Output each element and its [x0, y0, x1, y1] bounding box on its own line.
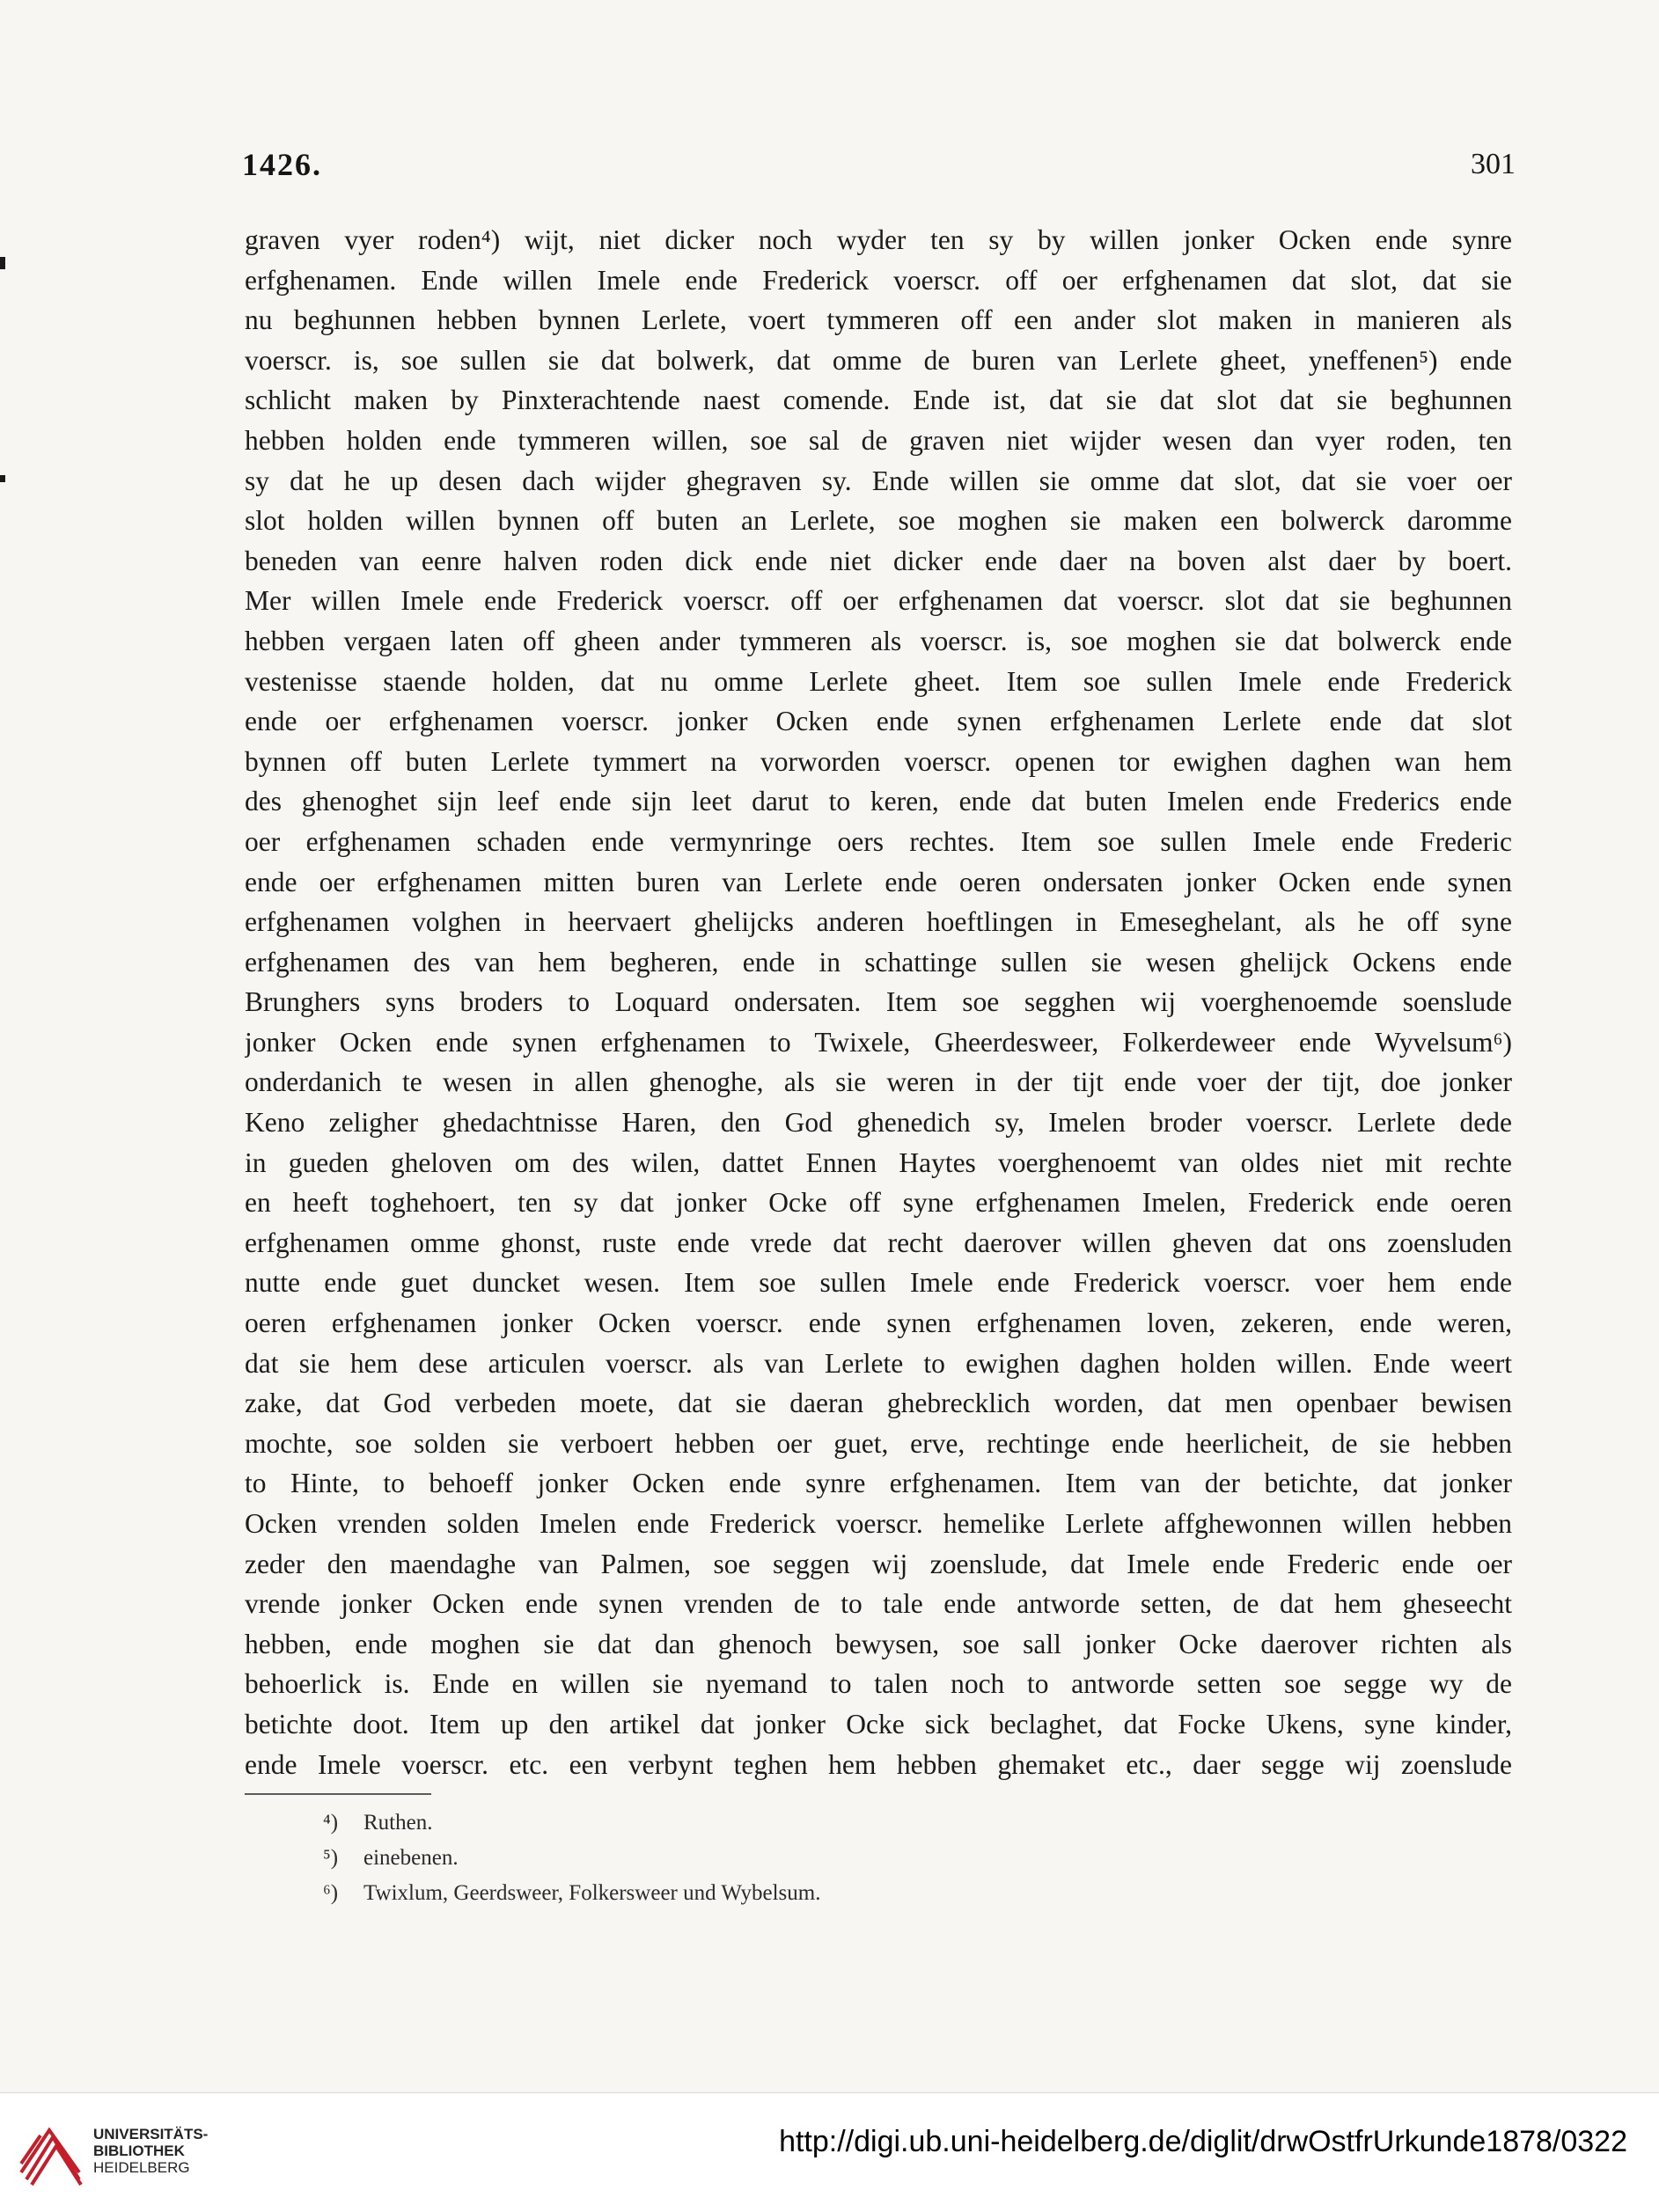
- footnotes: [323, 1805, 820, 1911]
- text-line: erfghenamen omme ghonst, ruste ende vrede dat recht daerover willen gheven dat ons zoensluden: [245, 1227, 1512, 1258]
- footnote-marker: ⁵): [323, 1846, 339, 1870]
- text-line: zeder den maendaghe van Palmen, soe seggen wij zoenslude, dat Imele ende Frederic ende oer: [245, 1548, 1512, 1579]
- footnote-text: Twixlum, Geerdsweer, Folkersweer und Wybelsum.: [363, 1881, 821, 1905]
- text-line: Brunghers syns broders to Loquard ondersaten. Item soe segghen wij voerghenoemde soenslude: [245, 986, 1512, 1018]
- text-line: onderdanich te wesen in allen ghenoghe, als sie weren in der tijt ende voer der tijt, doe jonker: [245, 1066, 1512, 1098]
- text-line: hebben vergaen laten off gheen ander tymmeren als voerscr. is, soe moghen sie dat bolwerck ende: [245, 625, 1512, 656]
- book-stack-logo-icon: [14, 2111, 86, 2188]
- text-line: ende Imele voerscr. etc. een verbynt teghen hem hebben ghemaket etc., daer segge wij zoenslude: [245, 1748, 1512, 1780]
- text-line: en heeft toghehoert, ten sy dat jonker Ocke off syne erfghenamen Imelen, Frederick ende oeren: [245, 1187, 1512, 1219]
- text-line: des ghenoghet sijn leef ende sijn leet darut to keren, ende dat buten Imelen ende Frederics ende: [245, 786, 1512, 817]
- text-line: zake, dat God verbeden moete, dat sie daeran ghebrecklich worden, dat men openbaer bewisen: [245, 1388, 1512, 1419]
- text-line: beneden van eenre halven roden dick ende niet dicker ende daer na boven alst daer by boert.: [245, 545, 1512, 576]
- page-number: 301: [1471, 148, 1516, 180]
- footnote-marker: ⁶): [323, 1881, 339, 1905]
- text-line: graven vyer roden⁴) wijt, niet dicker noch wyder ten sy by willen jonker Ocken ende synre: [245, 224, 1512, 255]
- text-line: nutte ende guet duncket wesen. Item soe sullen Imele ende Frederick voerscr. voer hem ende: [245, 1267, 1512, 1299]
- footnote: [323, 1805, 820, 1841]
- text-line: voerscr. is, soe sullen sie dat bolwerk, dat omme de buren van Lerlete gheet, yneffenen⁵) ende: [245, 344, 1512, 376]
- text-line: betichte doot. Item up den artikel dat jonker Ocke sick beclaghet, dat Focke Ukens, syne kinder,: [245, 1708, 1512, 1740]
- text-line: erfghenamen des van hem begheren, ende in schattinge sullen sie wesen ghelijck Ockens ende: [245, 946, 1512, 978]
- body-text: [245, 220, 1512, 1784]
- text-line: Mer willen Imele ende Frederick voerscr. off oer erfghenamen dat voerscr. slot dat sie beghunnen: [245, 585, 1512, 617]
- text-line: mochte, soe solden sie verboert hebben oer guet, erve, rechtinge ende heerlicheit, de sie hebben: [245, 1427, 1512, 1459]
- text-line: bynnen off buten Lerlete tymmert na vorworden voerscr. openen tor ewighen daghen wan hem: [245, 745, 1512, 777]
- library-name-line: BIBLIOTHEK: [93, 2142, 185, 2159]
- library-logo-text: [93, 2126, 208, 2176]
- footnote-text: einebenen.: [363, 1846, 459, 1870]
- text-line: vrende jonker Ocken ende synen vrenden de to tale ende antworde setten, de dat hem gheseecht: [245, 1588, 1512, 1620]
- permalink-url[interactable]: http://digi.ub.uni-heidelberg.de/diglit/drwOstfrUrkunde1878/0322: [779, 2125, 1627, 2158]
- text-line: in gueden gheloven om des wilen, dattet Ennen Haytes voerghenoemt van oldes niet mit rechte: [245, 1146, 1512, 1178]
- text-line: dat sie hem dese articulen voerscr. als van Lerlete to ewighen daghen holden willen. Ende weert: [245, 1347, 1512, 1379]
- text-line: oer erfghenamen schaden ende vermynringe oers rechtes. Item soe sullen Imele ende Frederic: [245, 825, 1512, 857]
- text-line: schlicht maken by Pinxterachtende naest comende. Ende ist, dat sie dat slot dat sie beghunnen: [245, 385, 1512, 416]
- text-line: erfghenamen. Ende willen Imele ende Frederick voerscr. off oer erfghenamen dat slot, dat sie: [245, 264, 1512, 296]
- text-line: vestenisse staende holden, dat nu omme Lerlete gheet. Item soe sullen Imele ende Frederick: [245, 665, 1512, 697]
- binding-edge-mark: [0, 475, 5, 482]
- text-line: ende oer erfghenamen voerscr. jonker Ocken ende synen erfghenamen Lerlete ende dat slot: [245, 706, 1512, 737]
- text-line: to Hinte, to behoeff jonker Ocken ende synre erfghenamen. Item van der betichte, dat jonker: [245, 1468, 1512, 1499]
- text-line: slot holden willen bynnen off buten an Lerlete, soe moghen sie maken een bolwerck daromme: [245, 505, 1512, 537]
- text-line: oeren erfghenamen jonker Ocken voerscr. ende synen erfghenamen loven, zekeren, ende weren,: [245, 1307, 1512, 1339]
- footnote: [323, 1841, 820, 1876]
- text-line: erfghenamen volghen in heervaert ghelijcks anderen hoeftlingen in Emeseghelant, als he off syne: [245, 906, 1512, 938]
- running-head: [242, 146, 1516, 190]
- text-line: hebben, ende moghen sie dat dan ghenoch bewysen, soe sall jonker Ocke daerover richten als: [245, 1628, 1512, 1659]
- page-year-heading: 1426.: [242, 147, 322, 182]
- footnote: [323, 1876, 820, 1911]
- text-line: jonker Ocken ende synen erfghenamen to Twixele, Gheerdesweer, Folkerdeweer ende Wyvelsum⁶): [245, 1026, 1512, 1058]
- footnote-text: Ruthen.: [363, 1811, 433, 1835]
- footnote-separator: [245, 1793, 431, 1795]
- text-line: Keno zeligher ghedachtnisse Haren, den God ghenedich sy, Imelen broder voerscr. Lerlete dede: [245, 1107, 1512, 1139]
- text-line: behoerlick is. Ende en willen sie nyemand to talen noch to antworde setten soe segge wy de: [245, 1668, 1512, 1700]
- text-line: hebben holden ende tymmeren willen, soe sal de graven niet wijder wesen dan vyer roden, ten: [245, 424, 1512, 456]
- text-line: sy dat he up desen dach wijder ghegraven sy. Ende willen sie omme dat slot, dat sie voer oer: [245, 465, 1512, 496]
- text-line: Ocken vrenden solden Imelen ende Frederick voerscr. hemelike Lerlete affghewonnen willen hebben: [245, 1508, 1512, 1539]
- footnote-marker: ⁴): [323, 1811, 339, 1835]
- library-name-line: HEIDELBERG: [93, 2159, 190, 2176]
- digitization-footer: [0, 2092, 1659, 2212]
- binding-edge-mark: [0, 257, 5, 269]
- library-name-line: UNIVERSITÄTS-: [93, 2126, 209, 2142]
- text-line: ende oer erfghenamen mitten buren van Lerlete ende oeren ondersaten jonker Ocken ende synen: [245, 866, 1512, 897]
- text-line: nu beghunnen hebben bynnen Lerlete, voert tymmeren off een ander slot maken in manieren als: [245, 304, 1512, 336]
